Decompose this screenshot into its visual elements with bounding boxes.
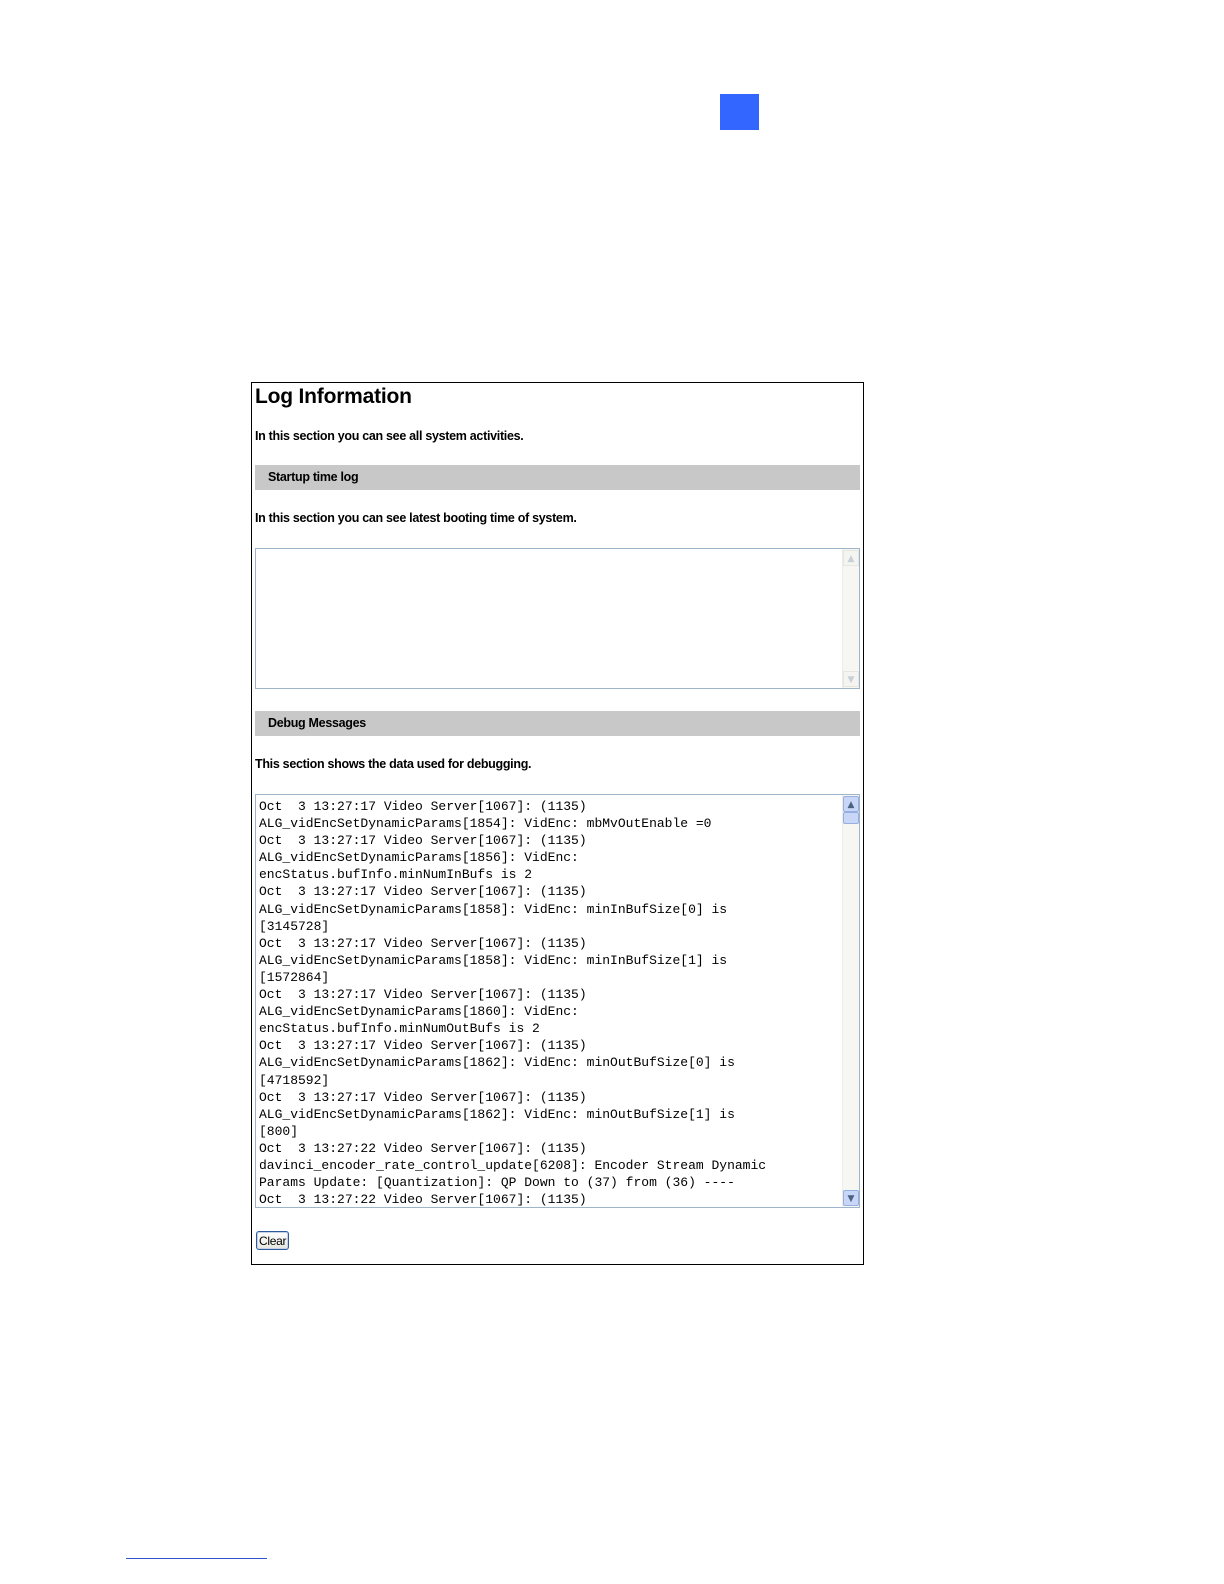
startup-time-log-content: [259, 552, 839, 688]
debug-messages-header: Debug Messages: [255, 711, 860, 736]
footer-link-underline: [126, 1558, 267, 1559]
log-line: ALG_vidEncSetDynamicParams[1862]: VidEnc: minOutBufSize[1] is: [259, 1106, 735, 1122]
log-line: ALG_vidEncSetDynamicParams[1860]: VidEnc:: [259, 1004, 579, 1020]
log-line: Params Update: [Quantization]: QP Down to (37) from (36) ----: [259, 1175, 735, 1191]
log-line: [4718592]: [259, 1072, 330, 1088]
log-information-panel: [251, 382, 864, 1265]
scroll-down-icon[interactable]: ▼: [843, 671, 859, 687]
debug-log-scrollbar[interactable]: [842, 795, 859, 1207]
log-line: ALG_vidEncSetDynamicParams[1862]: VidEnc: minOutBufSize[0] is: [259, 1055, 735, 1071]
log-line: Oct 3 13:27:17 Video Server[1067]: (1135): [259, 799, 587, 814]
page-title: Log Information: [255, 385, 412, 408]
log-line: Oct 3 13:27:17 Video Server[1067]: (1135): [259, 987, 587, 1003]
debug-messages-textarea[interactable]: [255, 794, 860, 1208]
log-line: [3145728]: [259, 918, 330, 934]
debug-messages-content: [259, 798, 839, 1207]
log-line: Oct 3 13:27:17 Video Server[1067]: (1135): [259, 1038, 587, 1054]
log-line: ALG_vidEncSetDynamicParams[1854]: VidEnc: mbMvOutEnable =0: [259, 816, 712, 832]
scroll-thumb[interactable]: [843, 812, 859, 824]
page-description: In this section you can see all system activities.: [255, 429, 524, 443]
scroll-down-icon[interactable]: ▼: [843, 1190, 859, 1206]
log-line: encStatus.bufInfo.minNumInBufs is 2: [259, 867, 533, 883]
log-line: ALG_vidEncSetDynamicParams[1858]: VidEnc: minInBufSize[0] is: [259, 901, 728, 917]
startup-time-log-description: In this section you can see latest booting time of system.: [255, 511, 577, 525]
log-line: ALG_vidEncSetDynamicParams[1856]: VidEnc:: [259, 850, 579, 866]
log-line: Oct 3 13:27:22 Video Server[1067]: (1135): [259, 1140, 587, 1156]
startup-time-log-header: Startup time log: [255, 465, 860, 490]
page-marker-tab: [720, 94, 759, 130]
log-line: Oct 3 13:27:17 Video Server[1067]: (1135): [259, 884, 587, 900]
startup-log-scrollbar[interactable]: [842, 549, 859, 688]
debug-messages-description: This section shows the data used for debugging.: [255, 757, 532, 771]
scroll-up-icon[interactable]: ▲: [843, 796, 859, 812]
log-line: Oct 3 13:27:17 Video Server[1067]: (1135): [259, 935, 587, 951]
log-line: davinci_encoder_rate_control_update[6208]: Encoder Stream Dynamic: [259, 1157, 767, 1173]
log-line: Oct 3 13:27:17 Video Server[1067]: (1135): [259, 833, 587, 849]
log-line: Oct 3 13:27:17 Video Server[1067]: (1135): [259, 1089, 587, 1105]
startup-time-log-textarea[interactable]: [255, 548, 860, 689]
log-line: encStatus.bufInfo.minNumOutBufs is 2: [259, 1021, 540, 1037]
log-line: Oct 3 13:27:22 Video Server[1067]: (1135): [259, 1192, 587, 1207]
scroll-up-icon[interactable]: ▲: [843, 550, 859, 566]
log-line: ALG_vidEncSetDynamicParams[1858]: VidEnc: minInBufSize[1] is: [259, 952, 728, 968]
clear-button[interactable]: Clear: [256, 1231, 289, 1250]
log-line: [1572864]: [259, 969, 330, 985]
log-line: [800]: [259, 1123, 299, 1139]
